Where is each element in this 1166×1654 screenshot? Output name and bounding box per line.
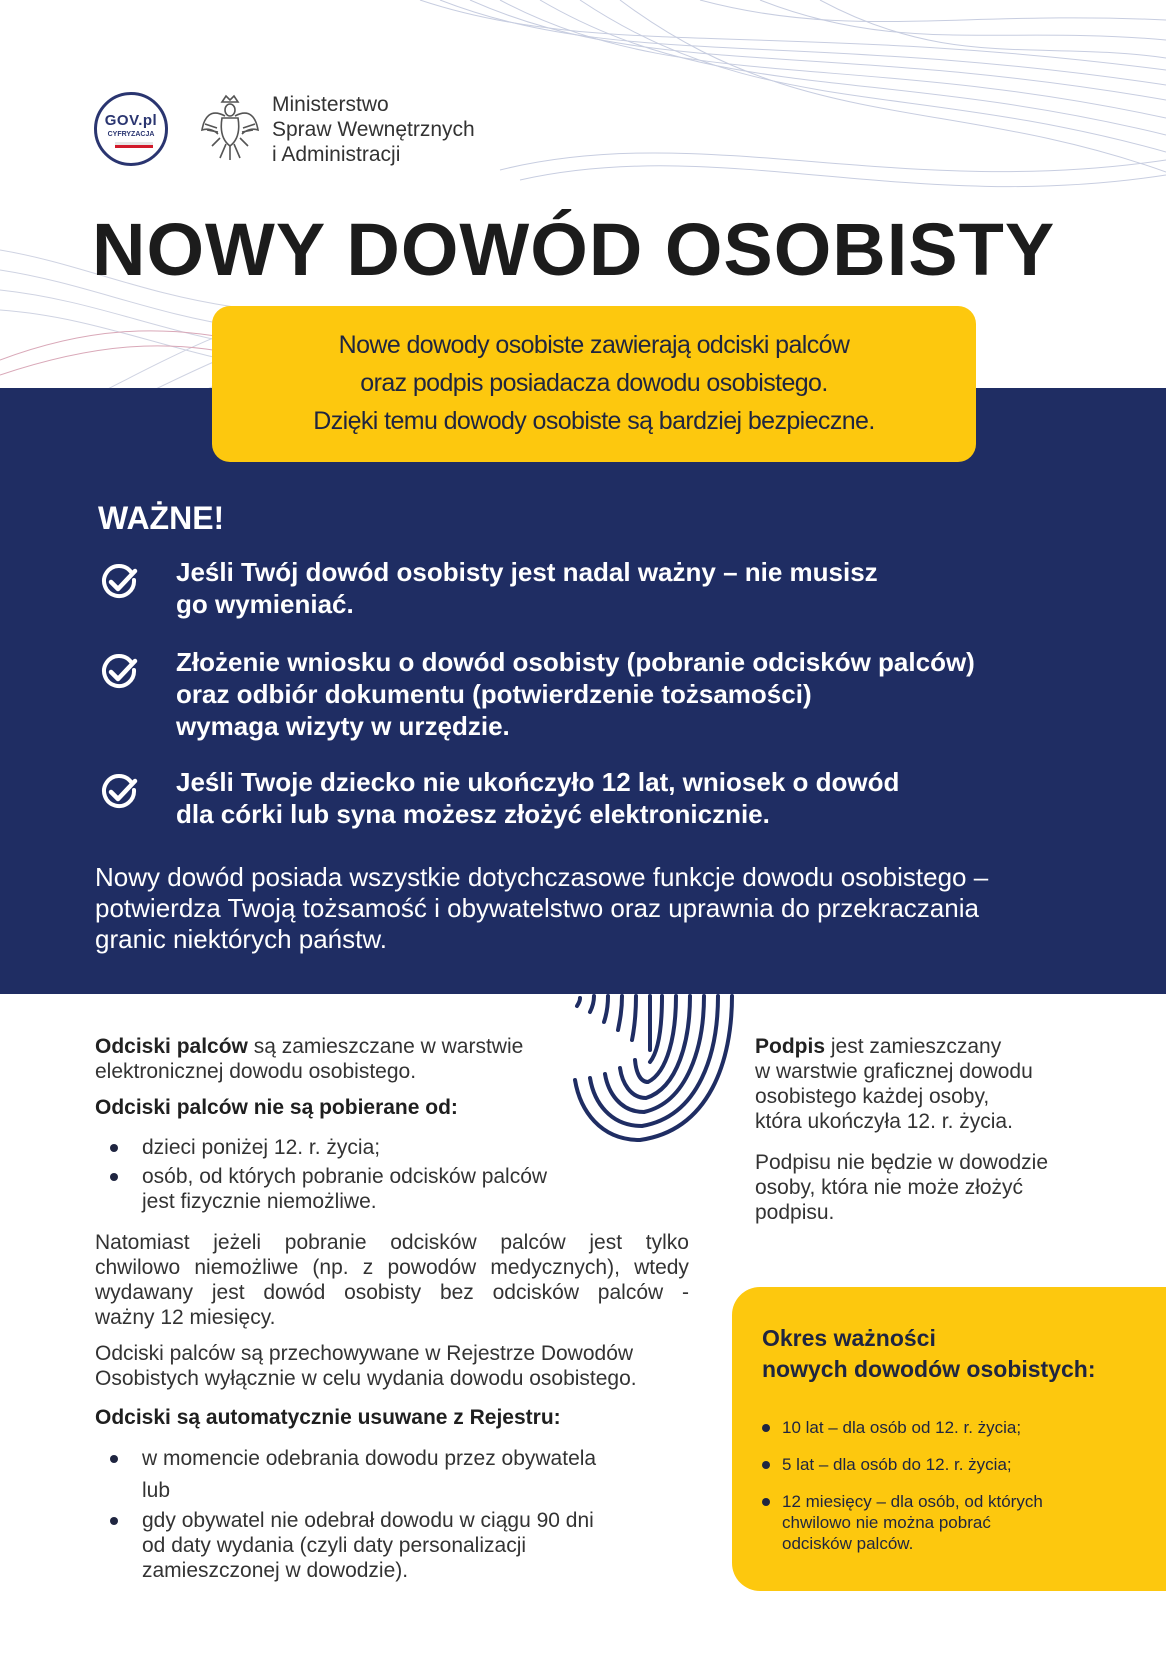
check-circle-icon [98,562,140,604]
important-item-1-text [176,556,878,620]
signature-line-3: osobistego każdej osoby, [755,1085,990,1108]
temporary-line-4: ważny 12 miesięcy. [95,1306,276,1329]
fingerprints-intro-bold: Odciski palców [95,1035,248,1058]
ministry-line-1: Ministerstwo [272,93,389,116]
important-item-2-line-3: wymaga wizyty w urzędzie. [176,711,510,741]
no-signature-line-3: podpisu. [755,1201,835,1224]
removed-item-2-line-3: zamieszczonej w dowodzie). [142,1559,409,1582]
storage-line-2: Osobistych wyłącznie w celu wydania dowodu osobistego. [95,1367,637,1390]
important-item-2-text [176,646,975,742]
not-taken-item-2-line-2: jest fizycznie niemożliwe. [142,1190,377,1213]
functions-line-2: potwierdza Twoją tożsamość i obywatelstwo oraz uprawnia do przekraczania [95,893,979,923]
ministry-name [272,92,475,167]
temporary-line-1: Natomiast jeżeli pobranie odcisków palców jest tylko [95,1231,689,1254]
validity-heading [762,1323,1096,1385]
polish-eagle-emblem-icon [200,94,260,164]
fingerprints-removed-heading: Odciski są automatycznie usuwane z Rejestru: [95,1406,561,1429]
temporary-impossibility-paragraph [95,1230,689,1330]
removed-item-1-line-2: lub [142,1479,171,1502]
important-item-3-line-1: Jeśli Twoje dziecko nie ukończyło 12 lat, wniosek o dowód [176,767,900,797]
storage-paragraph [95,1341,637,1391]
validity-item-1-text: 10 lat – dla osób od 12. r. życia; [782,1418,1022,1437]
gov-cyfryzacja-logo [94,92,168,166]
temporary-line-3: wydawany jest dowód osobisty bez odcisków palców - [95,1281,689,1304]
signature-line-2: w warstwie graficznej dowodu [755,1060,1033,1083]
not-taken-item-2-line-1: osób, od których pobranie odcisków palców [142,1165,548,1188]
signature-bold: Podpis [755,1035,826,1058]
new-id-functions-paragraph [95,862,988,955]
validity-heading-line-1: Okres ważności [762,1325,936,1351]
important-item-1-line-1: Jeśli Twój dowód osobisty jest nadal ważny – nie musisz [176,557,878,587]
fingerprint-icon [560,990,740,1150]
fingerprints-intro-rest: są zamieszczane w warstwie [247,1035,524,1058]
intro-line-3: Dzięki temu dowody osobiste są bardziej bezpieczne. [313,407,875,435]
bullet-dot [762,1424,770,1432]
signature-line-1-rest: jest zamieszczany [825,1035,1002,1058]
check-circle-icon [98,652,140,694]
bullet-dot [110,1517,118,1525]
check-circle-icon [98,772,140,814]
bullet-dot [762,1498,770,1506]
important-item-2-line-1: Złożenie wniosku o dowód osobisty (pobranie odcisków palców) [176,647,975,677]
important-heading: WAŻNE! [98,500,225,536]
fingerprints-intro [95,1034,523,1084]
validity-item-3-line-1: 12 miesięcy – dla osób, od których [782,1492,1043,1511]
gov-logo-subtext: CYFRYZACJA [107,131,155,138]
functions-line-1: Nowy dowód posiada wszystkie dotychczasowe funkcje dowodu osobistego – [95,862,989,892]
storage-line-1: Odciski palców są przechowywane w Rejestrze Dowodów [95,1342,634,1365]
ministry-line-2: Spraw Wewnętrznych [272,118,475,141]
validity-item-3-line-3: odcisków palców. [782,1534,914,1553]
important-item-2-line-2: oraz odbiór dokumentu (potwierdzenie tożsamości) [176,679,812,709]
ministry-line-3: i Administracji [272,143,401,166]
signature-paragraph [755,1034,1033,1134]
gov-logo-text: GOV.pl [104,112,158,129]
intro-highlight-box [212,306,976,462]
validity-period-box [732,1287,1166,1591]
removed-item-2-line-2: od daty wydania (czyli daty personalizacji [142,1534,527,1557]
important-item-3-line-2: dla córki lub syna możesz złożyć elektronicznie. [176,799,770,829]
gov-logo-red-bar [115,145,153,148]
bullet-dot [762,1461,770,1469]
page-title: NOWY DOWÓD OSOBISTY [92,208,1056,291]
intro-line-2: oraz podpis posiadacza dowodu osobistego. [360,369,828,397]
signature-line-4: która ukończyła 12. r. życia. [755,1110,1013,1133]
no-signature-line-1: Podpisu nie będzie w dowodzie [755,1151,1049,1174]
not-taken-item-1-text: dzieci poniżej 12. r. życia; [142,1136,381,1159]
validity-item-2-text: 5 lat – dla osób do 12. r. życia; [782,1455,1012,1474]
validity-item-3-line-2: chwilowo nie można pobrać [782,1513,991,1532]
no-signature-line-2: osoby, która nie może złożyć [755,1176,1024,1199]
intro-line-1: Nowe dowody osobiste zawierają odciski palców [338,331,850,359]
temporary-line-2: chwilowo niemożliwe (np. z powodów medycznych), wtedy [95,1256,689,1279]
fingerprints-intro-line-2: elektronicznej dowodu osobistego. [95,1060,417,1083]
important-item-1-line-2: go wymieniać. [176,589,354,619]
functions-line-3: granic niektórych państw. [95,924,387,954]
important-item-3-text [176,766,899,830]
removed-item-2-line-1: gdy obywatel nie odebrał dowodu w ciągu 90 dni [142,1509,594,1532]
validity-heading-line-2: nowych dowodów osobistych: [762,1356,1096,1382]
no-signature-paragraph [755,1150,1048,1225]
removed-item-1-line-1: w momencie odebrania dowodu przez obywatela [142,1447,597,1470]
fingerprints-not-taken-heading: Odciski palców nie są pobierane od: [95,1096,458,1119]
bullet-dot [110,1455,118,1463]
bullet-dot [110,1173,118,1181]
bullet-dot [110,1144,118,1152]
